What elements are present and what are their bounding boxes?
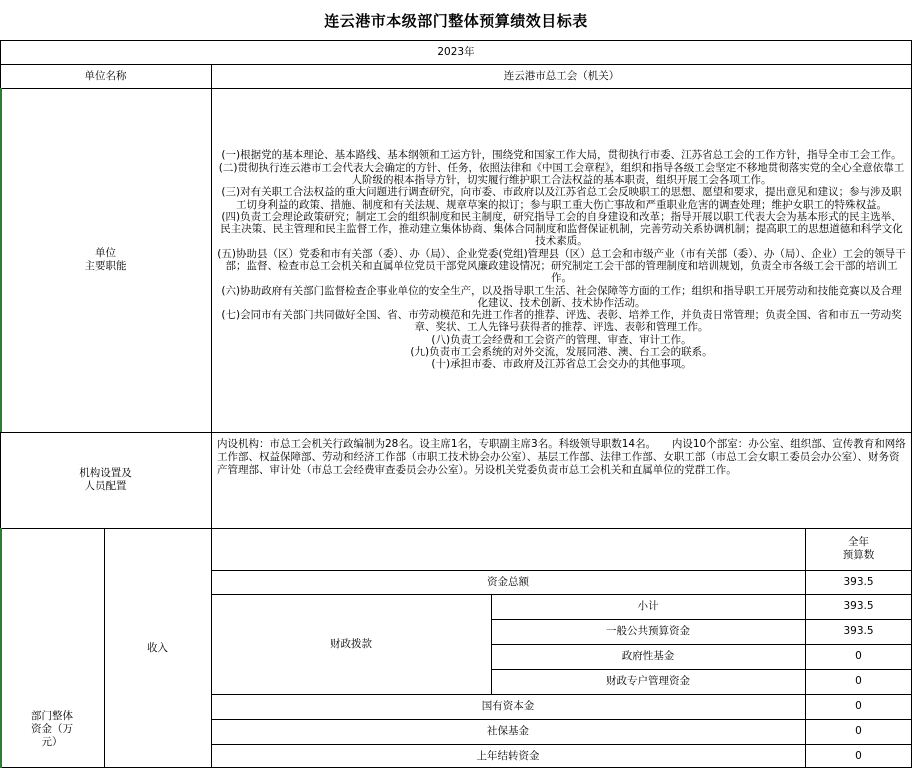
state-capital-value: 0: [855, 700, 862, 712]
duty-item: (七)会同市有关部门共同做好全国、省、市劳动模范和先进工作者的推荐、评选、表彰、培养工作，并负责日常管理；负责全国、省和市五一劳动奖章、奖状、工人先锋号获得者的推荐、评选、表彰和管理工作。: [221, 309, 902, 334]
gov-fund-value: 0: [855, 650, 862, 662]
page-title: 连云港市本级部门整体预算绩效目标表: [324, 11, 588, 30]
year-label: 2023年: [437, 45, 475, 58]
special-account-value: 0: [855, 675, 862, 687]
duty-item: (五)协助县（区）党委和市有关部（委）、办（局）、企业党委(党组)管理县（区）总工会和市级产业（市有关部（委）、办（局）、企业）工会的领导干部；监督、检查市总工会机关和直属单位党员干部党风廉政建设情况；研究制定工会干部的管理制度和培训规划，负责全市各级工会干部的培训工作。: [217, 247, 906, 285]
unit-name-label: 单位名称: [84, 69, 127, 82]
duty-item: (一)根据党的基本理论、基本路线、基本纲领和工运方针，围绕党和国家工作大局，贯彻执行市委、江苏省总工会的工作方针，指导全市工会工作。: [221, 149, 902, 162]
duty-item: (四)负责工会理论政策研究；制定工会的组织制度和民主制度，研究指导工会的自身建设和改革；指导开展以职工代表大会为基本形式的民主选举、民主决策、民主管理和民主监督工作，推动建立集体协商、集体合同制度和监督保证机制，完善劳动关系协调机制；提高职工的思想道德和科学文化技术素质。: [220, 210, 903, 248]
total-label: 资金总额: [487, 575, 529, 588]
state-capital-label: 国有资本金: [481, 700, 535, 712]
duty-item: (六)协助政府有关部门监督检查企事业单位的安全生产，以及指导职工生活、社会保障等方面的工作；组织和指导职工开展劳动和技能竞赛以及合理化建议、技术创新、技术协作活动。: [221, 284, 902, 309]
social-fund-value: 0: [855, 725, 862, 737]
duty-item: (九)负责市工会系统的对外交流，发展同港、澳、台工会的联系。: [410, 346, 713, 359]
funds-label: 部门整体 资金（万 元）: [31, 709, 73, 748]
carryover-value: 0: [855, 749, 862, 762]
subtotal-value: 393.5: [843, 600, 874, 612]
total-value: 393.5: [843, 575, 874, 588]
special-account-label: 财政专户管理资金: [606, 675, 690, 687]
org-text: 内设机构：市总工会机关行政编制为28名。设主席1名，专职副主席3名。科级领导职数14名。 内设10个部室：办公室、组织部、宣传教育和网络工作部、权益保障部、劳动和经济工作部（市职工技术协会办公室）、基层工作部、法律工作部、女职工部（市总工会女职工委员会办公室）、财务资产管理部、审计处（市总工会经费审查委员会办公室）。另设机关党委负责市总工会机关和直属单位的党群工作。: [217, 438, 906, 476]
duties-list: [211, 149, 912, 370]
gov-fund-label: 政府性基金: [621, 650, 675, 662]
annual-budget-header: 全年 预算数: [842, 536, 875, 561]
income-label: 收入: [147, 641, 168, 654]
duties-cell: [211, 88, 912, 432]
general-budget-value: 393.5: [843, 625, 874, 637]
duty-item: (三)对有关职工合法权益的重大问题进行调查研究，向市委、市政府以及江苏省总工会反映职工的思想、愿望和要求，提出意见和建议；参与涉及职工切身利益的政策、措施、制度和有关法规、规章草案的拟订；参与职工重大伤亡事故和严重职业危害的调查处理；维护女职工的特殊权益。: [221, 186, 902, 211]
subtotal-label: 小计: [637, 600, 659, 612]
carryover-label: 上年结转资金: [476, 749, 540, 762]
duties-label: 单位 主要职能: [84, 247, 127, 272]
general-budget-label: 一般公共预算资金: [606, 625, 690, 637]
org-label: 机构设置及 人员配置: [79, 467, 132, 492]
unit-name-value: 连云港市总工会（机关）: [503, 69, 620, 82]
duty-item: (十)承担市委、市政府及江苏省总工会交办的其他事项。: [431, 358, 692, 371]
duty-item: (二)贯彻执行连云港市工会代表大会确定的方针、任务，依照法律和《中国工会章程》，组织和指导各级工会坚定不移地贯彻落实党的全心全意依靠工人阶级的根本指导方针，切实履行维护职工合法权益的基本职责，组织开展工会各项工作。: [218, 161, 905, 186]
social-fund-label: 社保基金: [487, 725, 529, 737]
duty-item: (八)负责工会经费和工会资产的管理、审查、审计工作。: [431, 333, 692, 346]
fiscal-label: 财政拨款: [330, 637, 372, 650]
